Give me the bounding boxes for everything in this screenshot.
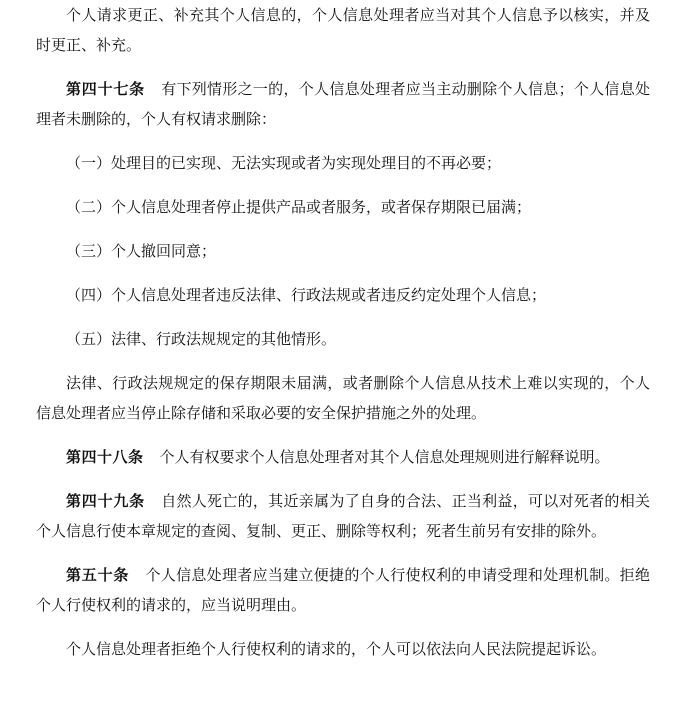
article-number: 第五十条 xyxy=(66,566,130,584)
paragraph-46-clause xyxy=(36,0,650,60)
list-item xyxy=(36,192,650,222)
document-body xyxy=(36,0,650,664)
paragraph-text: 个人信息处理者拒绝个人行使权利的请求的，个人可以依法向人民法院提起诉讼。 xyxy=(66,640,607,658)
paragraph xyxy=(36,634,650,664)
article-text: 有下列情形之一的，个人信息处理者应当主动删除个人信息；个人信息处理者未删除的，个人有权请求删除： xyxy=(36,80,650,128)
list-item xyxy=(36,236,650,266)
article-text: 个人有权要求个人信息处理者对其个人信息处理规则进行解释说明。 xyxy=(159,448,610,466)
paragraph-text: 个人请求更正、补充其个人信息的，个人信息处理者应当对其个人信息予以核实，并及时更正、补充。 xyxy=(36,6,650,54)
list-item-text: （四）个人信息处理者违反法律、行政法规或者违反约定处理个人信息； xyxy=(66,286,547,304)
article-50 xyxy=(36,560,650,620)
list-item xyxy=(36,280,650,310)
list-item-text: （三）个人撤回同意； xyxy=(66,242,217,260)
list-item xyxy=(36,148,650,178)
article-47 xyxy=(36,74,650,134)
list-item-text: （五）法律、行政法规规定的其他情形。 xyxy=(66,330,337,348)
article-number: 第四十九条 xyxy=(66,492,145,510)
article-number: 第四十八条 xyxy=(66,448,144,466)
paragraph xyxy=(36,368,650,428)
article-text: 自然人死亡的，其近亲属为了自身的合法、正当利益，可以对死者的相关个人信息行使本章规定的查阅、复制、更正、删除等权利；死者生前另有安排的除外。 xyxy=(36,492,650,540)
article-number: 第四十七条 xyxy=(66,80,145,98)
list-item xyxy=(36,324,650,354)
article-48 xyxy=(36,442,650,472)
list-item-text: （二）个人信息处理者停止提供产品或者服务，或者保存期限已届满； xyxy=(66,198,532,216)
paragraph-text: 法律、行政法规规定的保存期限未届满，或者删除个人信息从技术上难以实现的，个人信息处理者应当停止除存储和采取必要的安全保护措施之外的处理。 xyxy=(36,374,650,422)
list-item-text: （一）处理目的已实现、无法实现或者为实现处理目的不再必要； xyxy=(66,154,502,172)
article-text: 个人信息处理者应当建立便捷的个人行使权利的申请受理和处理机制。拒绝个人行使权利的请求的，应当说明理由。 xyxy=(36,566,650,614)
article-49 xyxy=(36,486,650,546)
